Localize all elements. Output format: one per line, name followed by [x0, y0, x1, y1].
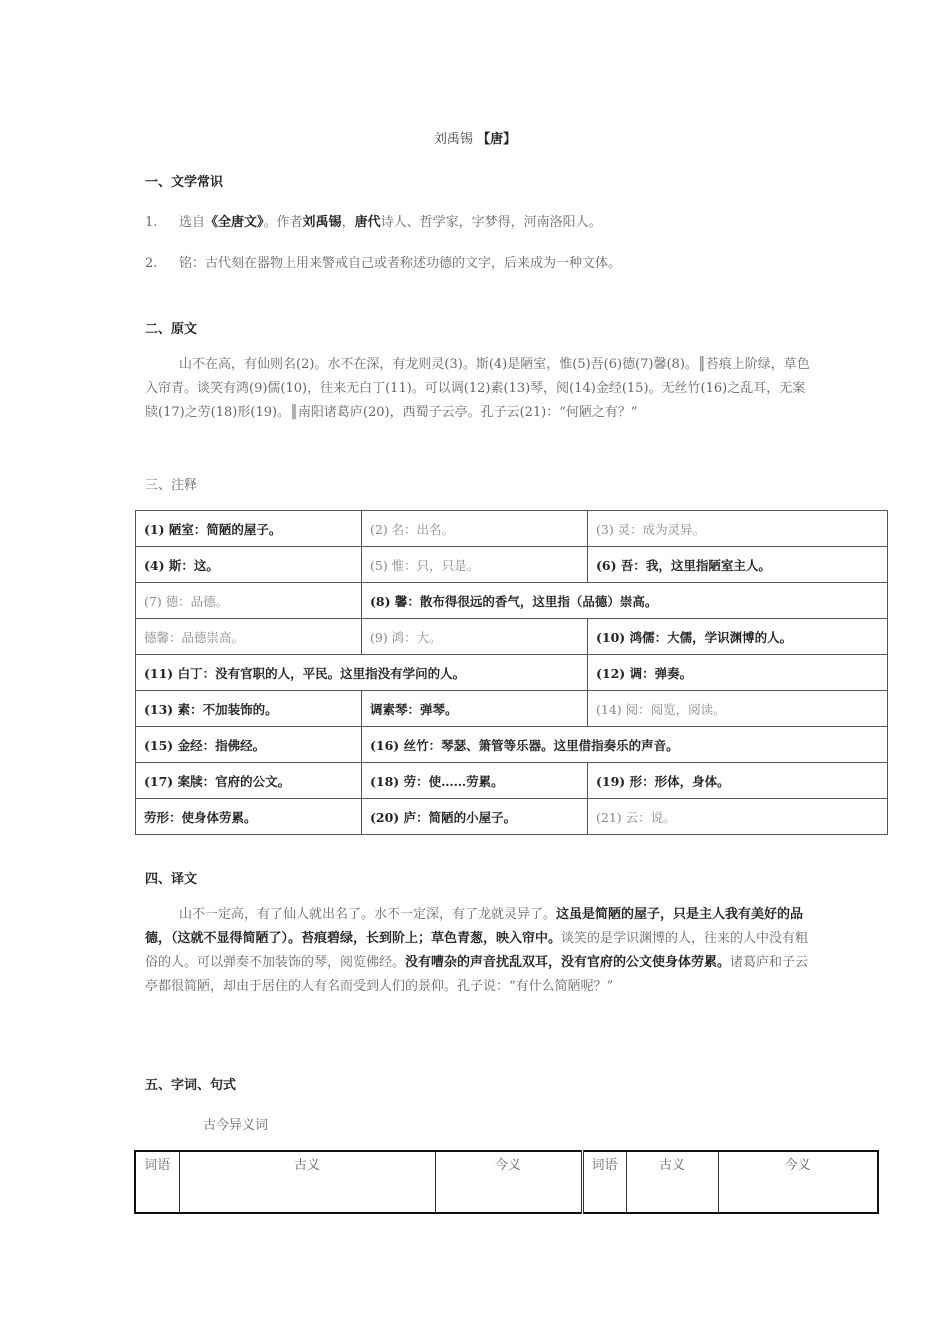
- header-modern-meaning: 今义: [435, 1151, 582, 1213]
- table-row: [136, 655, 888, 691]
- note-cell: (16) 丝竹：琴瑟、箫管等乐器。这里借指奏乐的声音。: [362, 727, 888, 763]
- note-cell: (14) 阅：阅览，阅读。: [588, 691, 888, 727]
- title-dynasty: 【唐】: [477, 132, 517, 147]
- note-cell: (15) 金经：指佛经。: [136, 727, 362, 763]
- title-author: 刘禹锡: [433, 132, 473, 147]
- note-cell: (1) 陋室：简陋的屋子。: [136, 511, 362, 547]
- table-row: [136, 691, 888, 727]
- note-cell: (12) 调：弹奏。: [588, 655, 888, 691]
- page-title: [0, 128, 950, 147]
- note-cell: 德馨：品德崇高。: [136, 619, 362, 655]
- header-word: 词语: [582, 1151, 626, 1213]
- table-row: [136, 511, 888, 547]
- note-cell: (10) 鸿儒：大儒，学识渊博的人。: [588, 619, 888, 655]
- vocabulary-table: [134, 1150, 879, 1214]
- table-row: [136, 727, 888, 763]
- note-cell: (7) 德：品德。: [136, 583, 362, 619]
- notes-table: [135, 510, 888, 835]
- section-heading-literature: 一、文学常识: [145, 175, 224, 190]
- note-cell: (11) 白丁：没有官职的人，平民。这里指没有学问的人。: [136, 655, 588, 691]
- section-heading-original: 二、原文: [145, 322, 198, 337]
- note-cell: (20) 庐：简陋的小屋子。: [362, 799, 588, 835]
- note-cell: (5) 惟：只，只是。: [362, 547, 588, 583]
- table-row: [136, 763, 888, 799]
- table-row: [136, 619, 888, 655]
- note-cell: (13) 素：不加装饰的。: [136, 691, 362, 727]
- header-word: 词语: [135, 1151, 179, 1213]
- list-item: 2. 铭：古代刻在器物上用来警戒自己或者称述功德的文字，后来成为一种文体。: [145, 256, 622, 271]
- section-heading-notes: 三、注释: [145, 478, 198, 493]
- note-cell: (19) 形：形体，身体。: [588, 763, 888, 799]
- section-heading-translation: 四、译文: [145, 872, 198, 887]
- note-cell: (6) 吾：我，这里指陋室主人。: [588, 547, 888, 583]
- table-header-row: [135, 1151, 878, 1213]
- translation-text: 山不一定高，有了仙人就出名了。水不一定深，有了龙就灵异了。这虽是简陋的屋子，只是主人我有美好的品德，（这就不显得简陋了）。苔痕碧绿，长到阶上；草色青葱，映入帘中。谈笑的是学识渊博的人，往来的人中没有粗俗的人。可以弹奏不加装饰的琴，阅览佛经。没有嘈杂的声音扰乱双耳，没有官府的公文使身体劳累。诸葛庐和子云亭都很简陋，却由于居住的人有名而受到人们的景仰。孔子说：“有什么简陋呢？”: [145, 907, 809, 994]
- note-cell: (4) 斯：这。: [136, 547, 362, 583]
- note-cell: (18) 劳：使……劳累。: [362, 763, 588, 799]
- note-cell: 劳形：使身体劳累。: [136, 799, 362, 835]
- header-ancient-meaning: 古义: [626, 1151, 718, 1213]
- note-cell: (17) 案牍：官府的公文。: [136, 763, 362, 799]
- note-cell: (9) 鸿：大。: [362, 619, 588, 655]
- list-item: 1. 选自《全唐文》。作者刘禹锡，唐代诗人、哲学家，字梦得，河南洛阳人。: [145, 215, 602, 230]
- original-text: 山不在高，有仙则名(2)。水不在深，有龙则灵(3)。斯(4)是陋室，惟(5)吾(6)德(7)馨(8)。║苔痕上阶绿，草色入帘青。谈笑有鸿(9)儒(10)，往来无白丁(11)。可以调(12)素(13)琴，阅(14)金经(15)。无丝竹(16)之乱耳，无案牍(17)之劳(18)形(19)。║南阳诸葛庐(20)，西蜀子云亭。孔子云(21)：“何陋之有？”: [145, 357, 810, 420]
- table-row: [136, 583, 888, 619]
- table-row: [136, 547, 888, 583]
- note-cell: (3) 灵：成为灵异。: [588, 511, 888, 547]
- header-modern-meaning: 今义: [718, 1151, 878, 1213]
- table-row: [136, 799, 888, 835]
- note-cell: (2) 名：出名。: [362, 511, 588, 547]
- note-cell: (21) 云：说。: [588, 799, 888, 835]
- note-cell: (8) 馨：散布得很远的香气，这里指（品德）崇高。: [362, 583, 888, 619]
- note-cell: 调素琴：弹琴。: [362, 691, 588, 727]
- header-ancient-meaning: 古义: [179, 1151, 435, 1213]
- subheading-ancient-modern: 古今异义词: [203, 1118, 269, 1133]
- section-heading-vocabulary: 五、字词、句式: [145, 1078, 237, 1093]
